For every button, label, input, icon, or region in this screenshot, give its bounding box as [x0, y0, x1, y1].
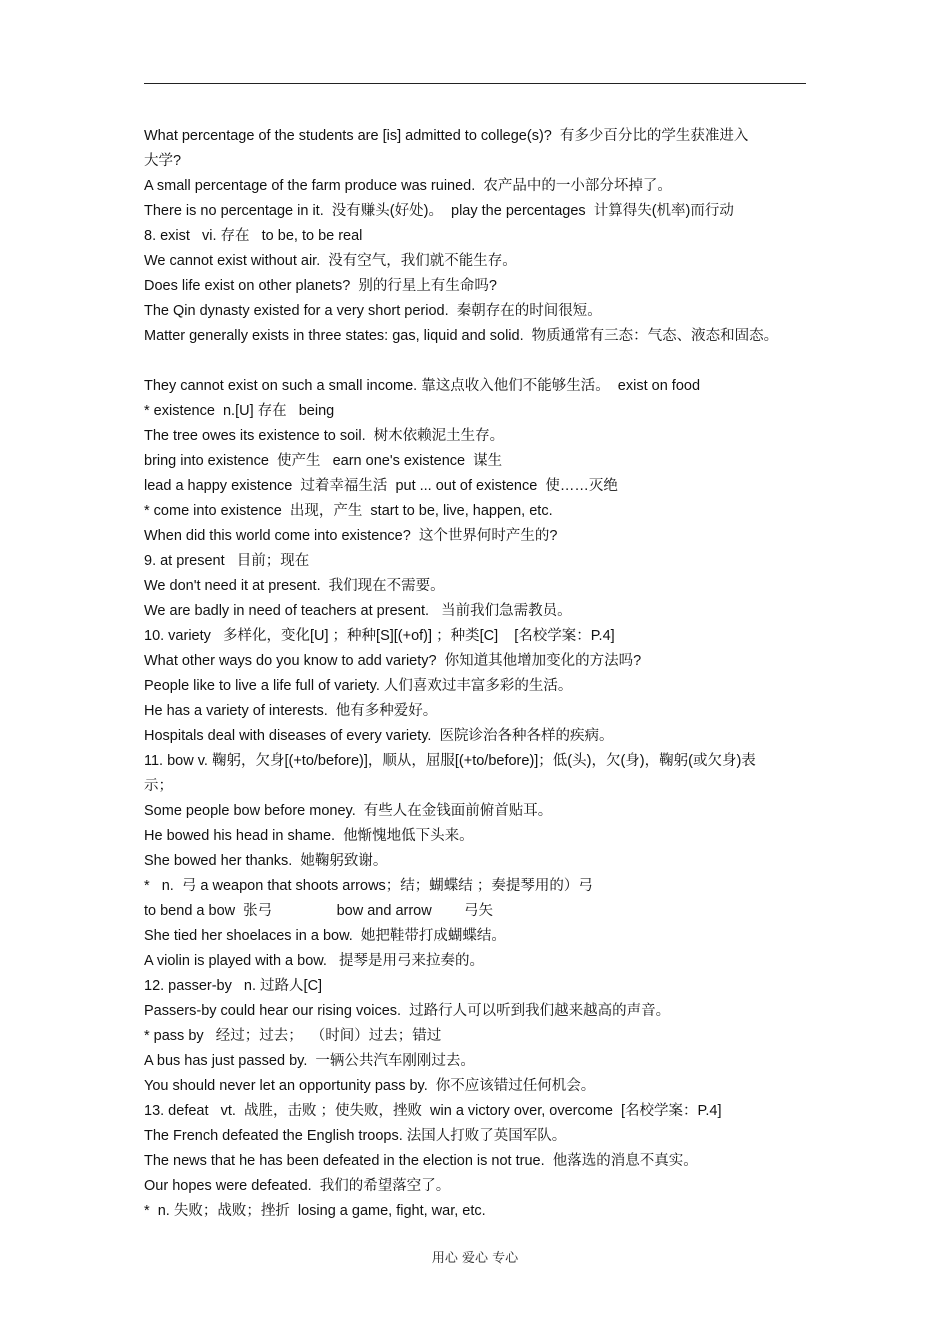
text-line: A small percentage of the farm produce was ruined. 农产品中的一小部分坏掉了。 — [144, 178, 672, 194]
text-line: Hospitals deal with diseases of every variety. 医院诊治各种各样的疾病。 — [144, 728, 614, 744]
text-line: * existence n.[U] 存在 being — [144, 403, 335, 419]
text-line: He has a variety of interests. 他有多种爱好。 — [144, 703, 438, 719]
text-line: * come into existence 出现，产生 start to be, live, happen, etc. — [144, 503, 553, 519]
text-line: The news that he has been defeated in the election is not true. 他落选的消息不真实。 — [144, 1153, 698, 1169]
text-line: bring into existence 使产生 earn one's existence 谋生 — [144, 453, 503, 469]
text-line: 10. variety 多样化，变化[U] ；种种[S][(+of)] ；种类[C] [名校学案：P.4] — [144, 628, 615, 644]
text-line: She tied her shoelaces in a bow. 她把鞋带打成蝴蝶结。 — [144, 928, 506, 944]
text-line: The Qin dynasty existed for a very short period. 秦朝存在的时间很短。 — [144, 303, 602, 319]
text-line: A violin is played with a bow. 提琴是用弓来拉奏的。 — [144, 953, 485, 969]
text-line: 8. exist vi. 存在 to be, to be real — [144, 228, 363, 244]
text-line: 大学? — [144, 153, 182, 169]
text-line: * pass by 经过；过去； （时间）过去；错过 — [144, 1028, 442, 1044]
text-line: * n. 弓 a weapon that shoots arrows；结；蝴蝶结 ；奏提琴用的）弓 — [144, 878, 593, 894]
text-line: The tree owes its existence to soil. 树木依赖泥土生存。 — [144, 428, 505, 444]
text-line: He bowed his head in shame. 他惭愧地低下头来。 — [144, 828, 474, 844]
text-line: 示； — [144, 778, 173, 794]
text-line: Our hopes were defeated. 我们的希望落空了。 — [144, 1178, 451, 1194]
text-line: They cannot exist on such a small income. 靠这点收入他们不能够生活。 exist on food — [144, 378, 701, 394]
text-line: Some people bow before money. 有些人在金钱面前俯首贴耳。 — [144, 803, 553, 819]
text-line: What percentage of the students are [is] admitted to college(s)? 有多少百分比的学生获准进入 — [144, 128, 749, 144]
text-line — [144, 349, 824, 374]
text-line: The French defeated the English troops. 法国人打败了英国军队。 — [144, 1128, 567, 1144]
text-line: She bowed her thanks. 她鞠躬致谢。 — [144, 853, 388, 869]
text-line: Does life exist on other planets? 别的行星上有生命吗? — [144, 278, 497, 294]
text-line: What other ways do you know to add variety? 你知道其他增加变化的方法吗? — [144, 653, 642, 669]
text-line: We cannot exist without air. 没有空气，我们就不能生存。 — [144, 253, 517, 269]
text-line: 13. defeat vt. 战胜，击败 ；使失败，挫败 win a victory over, overcome [名校学案：P.4] — [144, 1103, 722, 1119]
text-line: 12. passer-by n. 过路人[C] — [144, 978, 323, 994]
document-body — [144, 124, 824, 1224]
text-line: We are badly in need of teachers at present. 当前我们急需教员。 — [144, 603, 572, 619]
text-line: * n. 失败；战败；挫折 losing a game, fight, war, etc. — [144, 1203, 486, 1219]
text-line: A bus has just passed by. 一辆公共汽车刚刚过去。 — [144, 1053, 475, 1069]
text-line: When did this world come into existence? 这个世界何时产生的? — [144, 528, 558, 544]
text-line: lead a happy existence 过着幸福生活 put ... out of existence 使……灭绝 — [144, 478, 618, 494]
text-line: 9. at present 目前；现在 — [144, 553, 310, 569]
text-line: Matter generally exists in three states: gas, liquid and solid. 物质通常有三态：气态、液态和固态。 — [144, 328, 779, 344]
text-line: You should never let an opportunity pass by. 你不应该错过任何机会。 — [144, 1078, 596, 1094]
page-footer: 用心 爱心 专心 — [431, 1251, 519, 1266]
text-line: Passers-by could hear our rising voices. 过路行人可以听到我们越来越高的声音。 — [144, 1003, 671, 1019]
text-line: People like to live a life full of variety. 人们喜欢过丰富多彩的生活。 — [144, 678, 573, 694]
text-line: There is no percentage in it. 没有赚头(好处)。 play the percentages 计算得失(机率)而行动 — [144, 203, 734, 219]
text-line: 11. bow v. 鞠躬，欠身[(+to/before)]，顺从，屈服[(+to/before)]；低(头)，欠(身)，鞠躬(或欠身)表 — [144, 753, 756, 769]
text-line: to bend a bow 张弓 bow and arrow 弓矢 — [144, 903, 493, 919]
text-line: We don't need it at present. 我们现在不需要。 — [144, 578, 445, 594]
header-rule — [144, 83, 806, 84]
